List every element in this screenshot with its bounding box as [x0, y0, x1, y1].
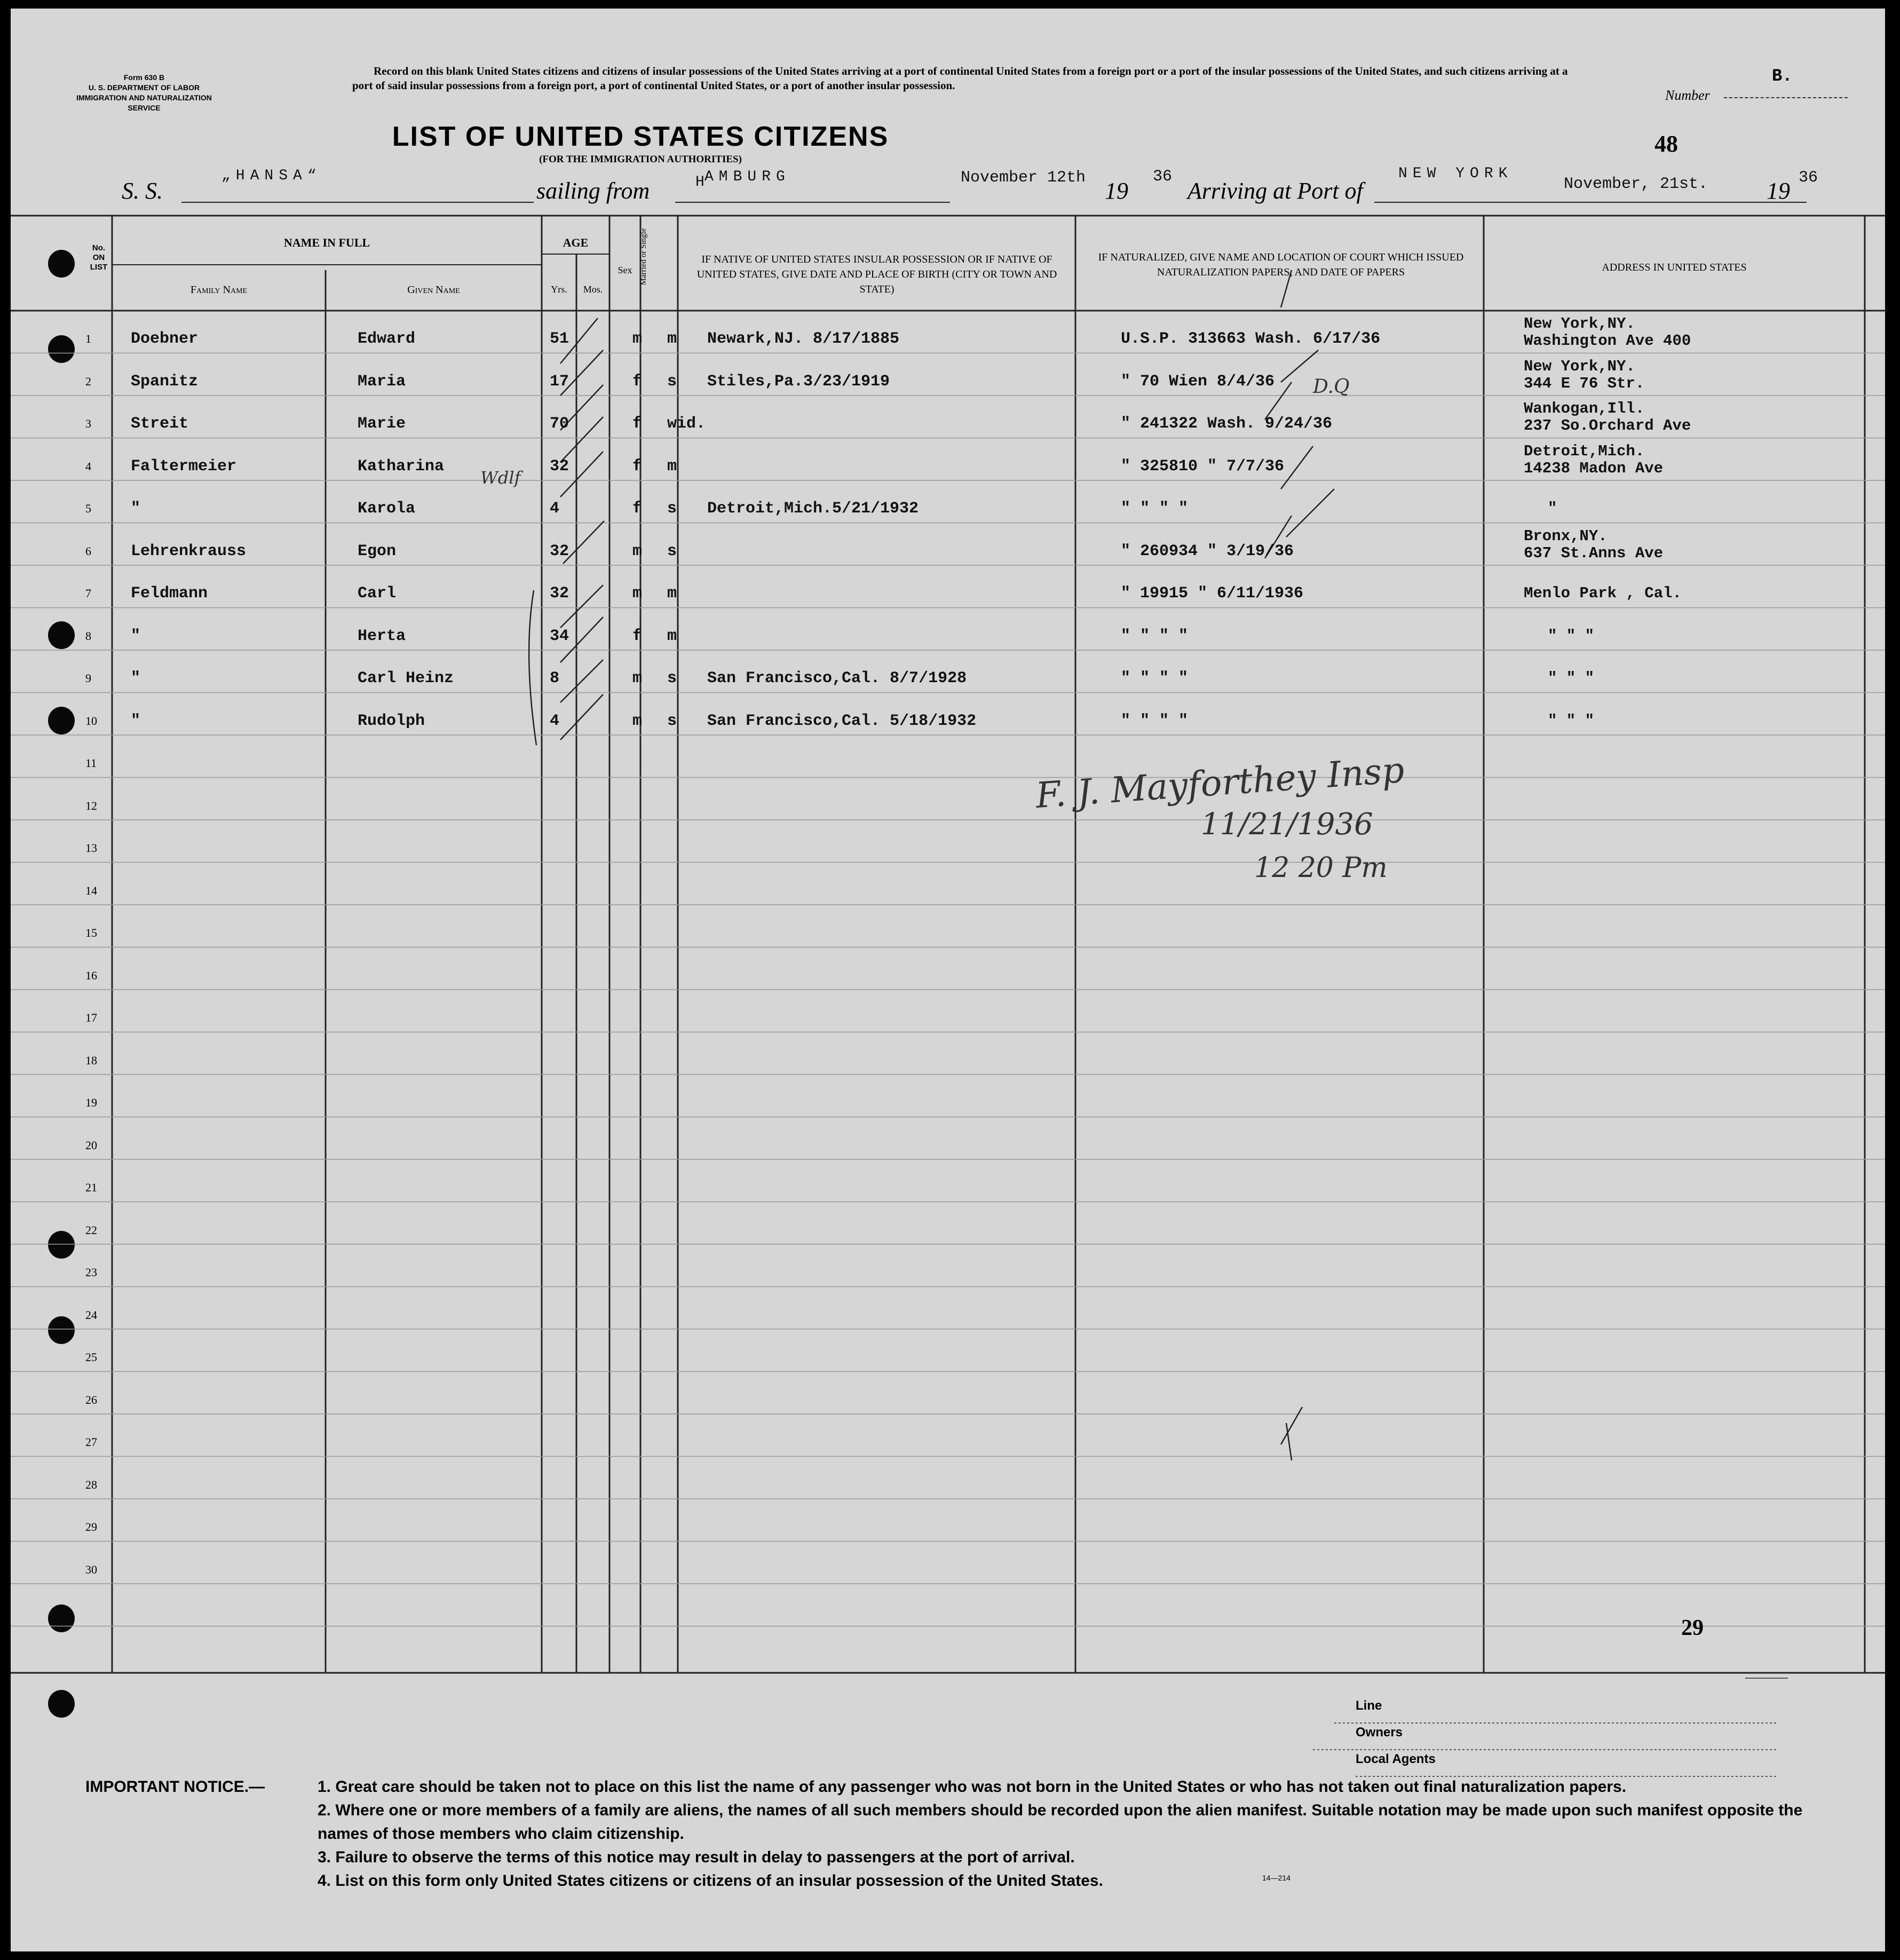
notice-item: 1. Great care should be taken not to place on this list the name of any passenger who was not born in the United States or who has not taken out final naturalization papers.: [318, 1778, 1627, 1796]
passenger-birth-info: Newark,NJ. 8/17/1885: [707, 330, 900, 348]
manifest-table: [11, 9, 1885, 1951]
arrival-year: 36: [1799, 169, 1818, 187]
passenger-family-name: Lehrenkrauss: [131, 542, 247, 560]
passenger-age: 34: [550, 627, 569, 645]
check-marks: [529, 270, 1334, 1460]
passenger-given-name: Carl: [358, 584, 397, 603]
line-number: 15: [85, 926, 97, 939]
passenger-marital-status: m: [667, 627, 677, 645]
signature-time: 12 20 Pm: [1254, 852, 1388, 884]
line-number: 2: [85, 374, 91, 388]
passenger-given-name: Karola: [358, 500, 416, 518]
col-header-married: Married or Single: [639, 228, 648, 286]
ship-name: „HANSA“: [221, 168, 322, 184]
form-subtitle: (FOR THE IMMIGRATION AUTHORITIES): [539, 154, 742, 165]
passenger-family-name: Spanitz: [131, 372, 199, 391]
passenger-age: 32: [550, 457, 569, 476]
passenger-family-name: Faltermeier: [131, 457, 237, 476]
notice-item: 4. List on this form only United States citizens or citizens of an insular possession of the United States.: [318, 1872, 1103, 1890]
line-number: 8: [85, 629, 91, 643]
notice-title: IMPORTANT NOTICE.—: [85, 1778, 265, 1796]
form-code: 14—214: [1262, 1874, 1291, 1882]
local-agents-label: Local Agents: [1356, 1752, 1436, 1766]
sail-year: 36: [1153, 168, 1173, 186]
bottom-stamp: 29: [1681, 1616, 1704, 1640]
passenger-naturalization: " 260934 " 3/19/36: [1121, 542, 1294, 560]
line-number: 21: [85, 1181, 97, 1194]
passenger-age: 32: [550, 584, 569, 603]
col-header-no-line: ON: [92, 253, 105, 262]
passenger-address-line: " " ": [1548, 669, 1595, 687]
department-name: U. S. DEPARTMENT OF LABOR: [88, 83, 200, 92]
line-number: 16: [85, 968, 97, 982]
line-number: 22: [85, 1223, 97, 1237]
passenger-address-line: " " ": [1548, 627, 1595, 645]
manifest-sheet: [11, 9, 1885, 1951]
passenger-address-line: New York,NY.: [1524, 357, 1635, 375]
line-number: 20: [85, 1138, 97, 1152]
passenger-birth-info: San Francisco,Cal. 8/7/1928: [707, 669, 967, 687]
passenger-address-line: 344 E 76 Str.: [1524, 374, 1645, 392]
line-number: 14: [85, 883, 97, 897]
line-number: 9: [85, 671, 91, 685]
line-number: 27: [85, 1435, 97, 1449]
passenger-given-name: Herta: [358, 627, 406, 645]
passenger-naturalization: " " " ": [1121, 712, 1189, 730]
passenger-given-name: Egon: [358, 542, 397, 560]
passenger-naturalization: " 241322 Wash. 9/24/36: [1121, 415, 1333, 433]
passenger-naturalization: " " " ": [1121, 500, 1189, 518]
passenger-address-line: Bronx,NY.: [1524, 527, 1608, 545]
passenger-address-line: Washington Ave 400: [1524, 332, 1691, 350]
passenger-birth-info: Detroit,Mich.5/21/1932: [707, 500, 919, 518]
line-number: 4: [85, 459, 91, 473]
passenger-family-name: ": [131, 712, 141, 730]
passenger-naturalization: " 70 Wien 8/4/36: [1121, 372, 1275, 391]
arriving-label: Arriving at Port of: [1188, 178, 1363, 204]
passenger-sex: f: [632, 372, 643, 391]
line-number: 5: [85, 502, 91, 515]
line-number: 18: [85, 1053, 97, 1067]
passenger-marital-status: m: [667, 330, 677, 348]
line-number: 23: [85, 1266, 97, 1279]
passenger-family-name: Doebner: [131, 330, 199, 348]
ss-label: S. S.: [122, 178, 163, 204]
line-number: 26: [85, 1393, 97, 1406]
passenger-address-line: 637 St.Anns Ave: [1524, 544, 1664, 562]
passenger-given-name: Carl Heinz: [358, 669, 454, 687]
col-header-mos: Mos.: [583, 284, 603, 295]
col-header-no-line: No.: [92, 243, 106, 252]
line-number: 13: [85, 841, 97, 855]
passenger-age: 32: [550, 542, 569, 560]
passenger-birth-info: Stiles,Pa.3/23/1919: [707, 372, 890, 391]
passenger-address-line: 237 So.Orchard Ave: [1524, 417, 1691, 434]
passenger-marital-status: s: [667, 542, 677, 560]
passenger-family-name: ": [131, 627, 141, 645]
line-number: 6: [85, 544, 91, 558]
line-number: 1: [85, 332, 91, 345]
passenger-address-line: Menlo Park , Cal.: [1524, 584, 1682, 602]
passenger-address-line: ": [1548, 500, 1557, 517]
passenger-given-name: Rudolph: [358, 712, 425, 730]
from-port-insert: H: [695, 174, 710, 191]
passenger-address-line: New York,NY.: [1524, 315, 1635, 333]
passenger-address-line: " " ": [1548, 712, 1595, 730]
col-header-sex: Sex: [618, 265, 632, 275]
passenger-age: 17: [550, 372, 569, 391]
from-port: AMBURG: [704, 169, 790, 185]
line-number: 17: [85, 1011, 97, 1024]
passenger-marital-status: s: [667, 712, 677, 730]
signature-date: 11/21/1936: [1201, 807, 1373, 842]
passenger-naturalization: " " " ": [1121, 669, 1189, 687]
passenger-birth-info: San Francisco,Cal. 5/18/1932: [707, 712, 977, 730]
passenger-given-name: Marie: [358, 415, 406, 433]
passenger-sex: m: [632, 542, 643, 560]
passenger-age: 4: [550, 500, 560, 518]
arrival-port: NEW YORK: [1398, 165, 1513, 182]
line-number: 10: [85, 714, 97, 728]
line-number: 29: [85, 1520, 97, 1534]
passenger-sex: m: [632, 584, 643, 603]
col-header-birth: IF NATIVE OF UNITED STATES INSULAR POSSESSION OR IF NATIVE OF UNITED STATES, GIVE DATE AND PLACE OF BIRTH (CITY OR TOWN AND STATE): [696, 254, 1057, 295]
col-header-name: NAME IN FULL: [283, 236, 370, 249]
form-title: LIST OF UNITED STATES CITIZENS: [392, 121, 889, 152]
line-number: 25: [85, 1350, 97, 1364]
passenger-marital-status: m: [667, 457, 677, 476]
passenger-sex: f: [632, 627, 643, 645]
passenger-naturalization: " 19915 " 6/11/1936: [1121, 584, 1304, 603]
passenger-naturalization: " " " ": [1121, 627, 1189, 645]
sail-date: November 12th: [961, 169, 1086, 187]
passenger-address-line: 14238 Madon Ave: [1524, 459, 1664, 477]
passenger-given-name: Maria: [358, 372, 406, 391]
passenger-sex: f: [632, 500, 643, 518]
passenger-sex: f: [632, 457, 643, 476]
inspector-signature: F. J. Mayforthey Insp: [1034, 749, 1406, 817]
passenger-marital-status: m: [667, 584, 677, 603]
passenger-sex: m: [632, 669, 643, 687]
line-number: 30: [85, 1562, 97, 1576]
number-label: Number: [1665, 88, 1710, 103]
passenger-age: 70: [550, 415, 569, 433]
line-number: 12: [85, 799, 97, 812]
passenger-family-name: Streit: [131, 415, 189, 433]
passenger-family-name: Feldmann: [131, 584, 208, 603]
line-number: 28: [85, 1477, 97, 1491]
owners-label: Owners: [1356, 1725, 1403, 1740]
line-number: 19: [85, 1096, 97, 1109]
col-header-given: Given Name: [407, 284, 460, 296]
line-label: Line: [1356, 1698, 1382, 1713]
passenger-sex: m: [632, 712, 643, 730]
notice-list: [318, 1775, 1812, 1893]
passenger-marital-status: wid.: [667, 415, 706, 433]
number-value: B.: [1772, 66, 1793, 86]
passenger-address-line: Detroit,Mich.: [1524, 442, 1645, 460]
passenger-sex: m: [632, 330, 643, 348]
passenger-address-line: Wankogan,Ill.: [1524, 400, 1645, 417]
col-header-age: AGE: [563, 236, 589, 249]
arrival-year-prefix: 19: [1767, 178, 1790, 204]
passenger-family-name: ": [131, 500, 141, 518]
line-number: 3: [85, 417, 91, 430]
sail-year-prefix: 19: [1105, 178, 1128, 204]
record-instructions: Record on this blank United States citizens and citizens of insular possessions of the United States arriving at a port of continental United States from a foreign port or a port of the insular possessions of the United States, and such citizens arriving at a port of said insular possessions from a foreign port, a port of continental United States, or a port of another insular possession.: [352, 65, 1568, 92]
passenger-marital-status: s: [667, 500, 677, 518]
passenger-sex: f: [632, 415, 643, 433]
passenger-age: 4: [550, 712, 560, 730]
passenger-given-name: Edward: [358, 330, 416, 348]
line-number: 7: [85, 587, 91, 600]
passenger-marital-status: s: [667, 372, 677, 391]
col-header-naturalized: IF NATURALIZED, GIVE NAME AND LOCATION OF COURT WHICH ISSUED NATURALIZATION PAPERS, AND DATE OF PAPERS: [1098, 251, 1464, 278]
form-number: Form 630 B: [123, 73, 165, 82]
sailing-from-label: sailing from: [536, 178, 650, 204]
notice-item: 3. Failure to observe the terms of this notice may result in delay to passengers at the port of arrival.: [318, 1848, 1075, 1866]
col-header-address: ADDRESS IN UNITED STATES: [1602, 262, 1747, 273]
handwritten-note: D.Q: [1313, 376, 1350, 398]
page-stamp: 48: [1654, 131, 1678, 157]
passenger-naturalization: " 325810 " 7/7/36: [1121, 457, 1285, 476]
handwritten-note: Wdlf: [480, 468, 521, 488]
passenger-age: 8: [550, 669, 560, 687]
notice-item: 2. Where one or more members of a family are aliens, the names of all such members should be recorded upon the alien manifest. Suitable notation may be made upon such manifest opposite the names of those members who claim citizenship.: [318, 1801, 1803, 1843]
service-name: IMMIGRATION AND NATURALIZATION SERVICE: [76, 93, 212, 112]
passenger-family-name: ": [131, 669, 141, 687]
line-number: 24: [85, 1308, 97, 1322]
col-header-yrs: Yrs.: [551, 284, 567, 295]
col-header-no-line: LIST: [90, 263, 108, 272]
passenger-marital-status: s: [667, 669, 677, 687]
arrival-date: November, 21st.: [1564, 175, 1708, 193]
passenger-given-name: Katharina: [358, 457, 445, 476]
line-number: 11: [85, 756, 97, 770]
passenger-age: 51: [550, 330, 569, 348]
col-header-family: Family Name: [190, 284, 248, 296]
passenger-naturalization: U.S.P. 313663 Wash. 6/17/36: [1121, 330, 1381, 348]
